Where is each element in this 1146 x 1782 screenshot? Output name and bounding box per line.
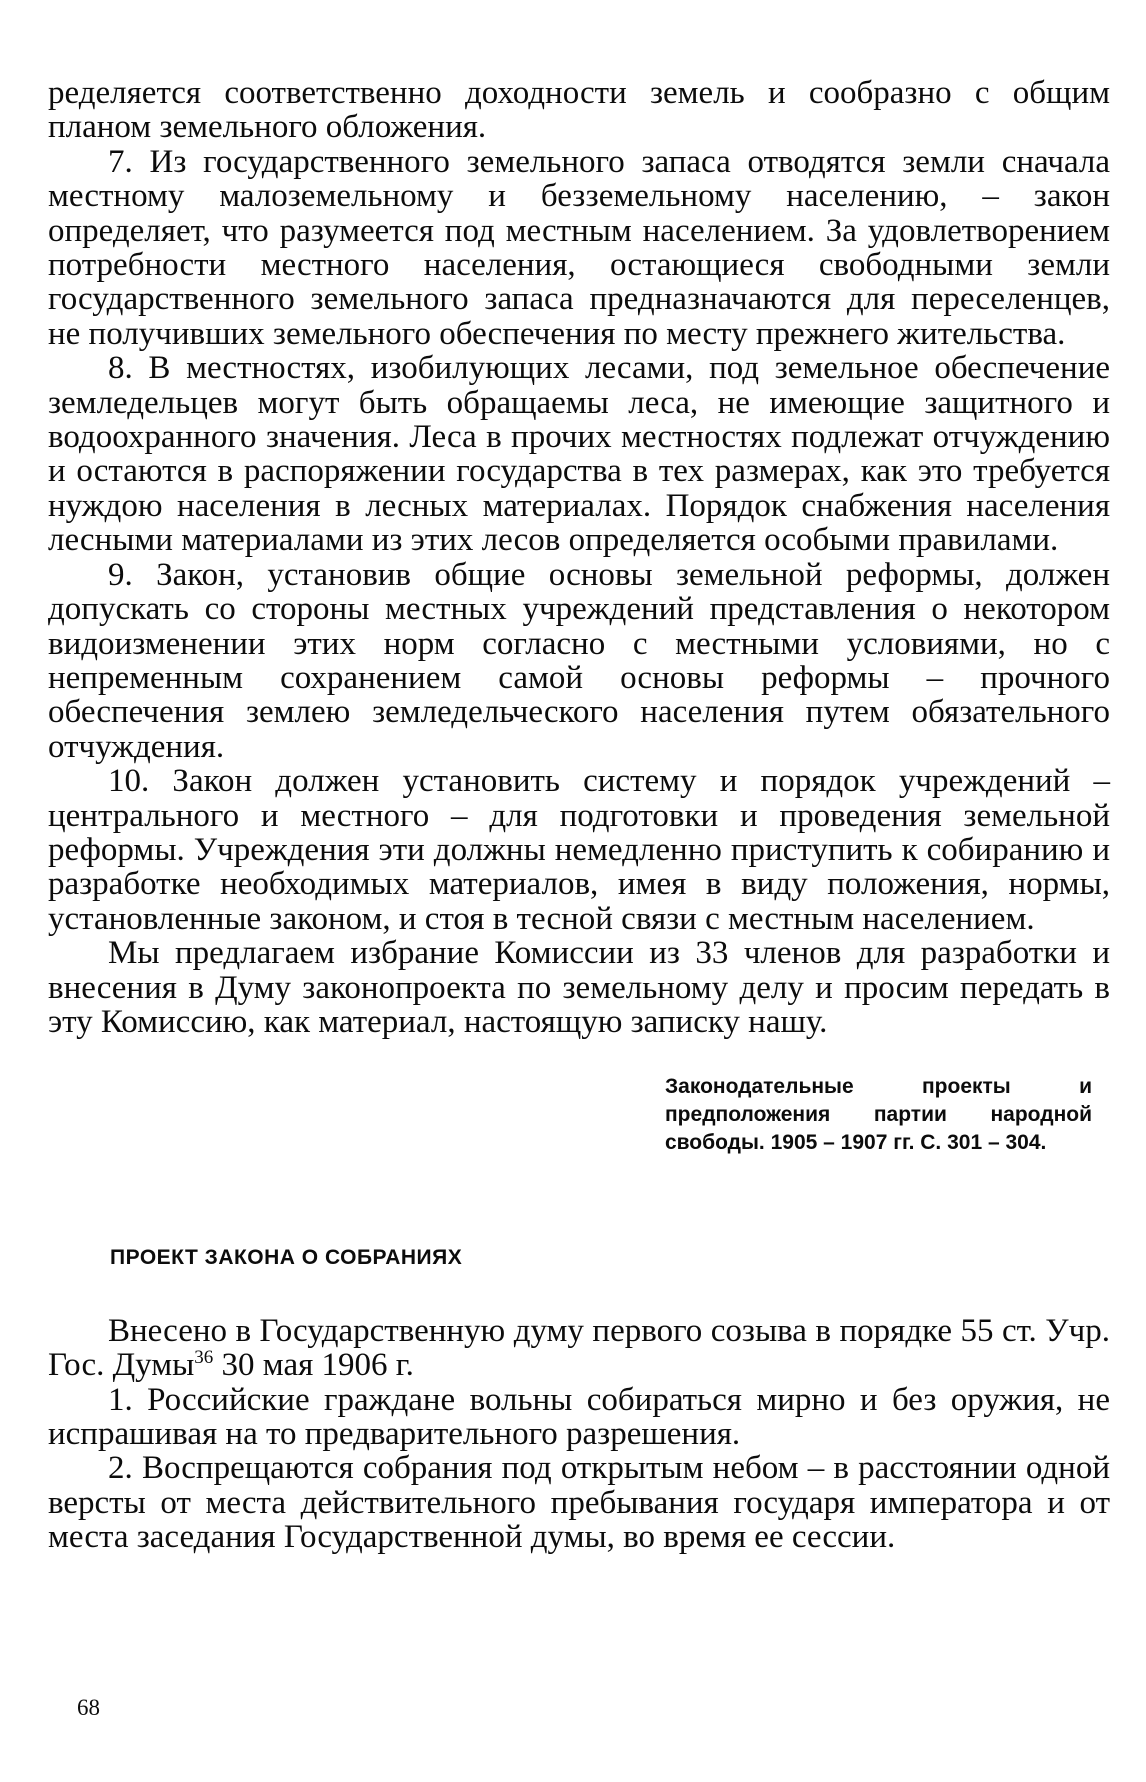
page-content xyxy=(48,76,1110,1555)
law-item-1: 1. Российские граждане вольны собираться мирно и без оружия, не испрашивая на то предварительного разрешения. xyxy=(48,1381,1110,1452)
source-citation: Законодательные проекты и предположения партии народной свободы. 1905 – 1907 гг. С. 301 – 304. xyxy=(665,1075,1092,1155)
item-8: 8. В местностях, изобилующих лесами, под земельное обеспечение земледельцев могут быть обращаемы леса, не имеющие защитного и водоохранного значения. Леса в прочих местностях подлежат отчуждению и остаются в распоряжении государства в тех размерах, как это требуется нуждою населения в лесных материалах. Порядок снабжения населения лесными материалами из этих лесов определяется особыми правилами. xyxy=(48,350,1110,559)
law-item-2: 2. Воспрещаются собрания под открытым небом – в расстоянии одной версты от места действительного пребывания государя императора и от места заседания Государственной думы, во время ее сессии. xyxy=(48,1450,1110,1556)
footnote-marker: 36 xyxy=(194,1347,214,1369)
item-10: 10. Закон должен установить систему и порядок учреждений – центрального и местного – для подготовки и проведения земельной реформы. Учреждения эти должны немедленно приступить к собиранию и разработке необходимых материалов, имея в виду положения, нормы, установленные законом, и стоя в тесной связи с местным населением. xyxy=(48,763,1110,937)
paragraph-continued: ределяется соответственно доходности земель и сообразно с общим планом земельного обложения. xyxy=(48,75,1110,146)
page-number: 68 xyxy=(77,1695,100,1720)
intro-text: Внесено в Государственную думу первого созыва в порядке 55 ст. Учр. Гос. Думы xyxy=(48,1312,1110,1384)
section-title: ПРОЕКТ ЗАКОНА О СОБРАНИЯХ xyxy=(110,1246,463,1270)
proposal-paragraph: Мы предлагаем избрание Комиссии из 33 членов для разработки и внесения в Думу законопроекта по земельному делу и просим передать в эту Комиссию, как материал, настоящую записку нашу. xyxy=(48,935,1110,1040)
intro-date: 30 мая 1906 г. xyxy=(213,1347,414,1384)
intro-paragraph xyxy=(48,1314,1110,1383)
item-9: 9. Закон, установив общие основы земельной реформы, должен допускать со стороны местных учреждений представления о некотором видоизменении этих норм согласно с местными условиями, но с непременным сохранением самой основы реформы – прочного обеспечения землею земледельческого населения путем обязательного отчуждения. xyxy=(48,556,1110,765)
item-7: 7. Из государственного земельного запаса отводятся земли сначала местному малоземельному и безземельному населению, – закон определяет, что разумеется под местным населением. За удовлетворением потребности местного населения, остающиеся свободными земли государственного земельного запаса предназначаются для переселенцев, не получивших земельного обеспечения по месту прежнего жительства. xyxy=(48,143,1110,352)
